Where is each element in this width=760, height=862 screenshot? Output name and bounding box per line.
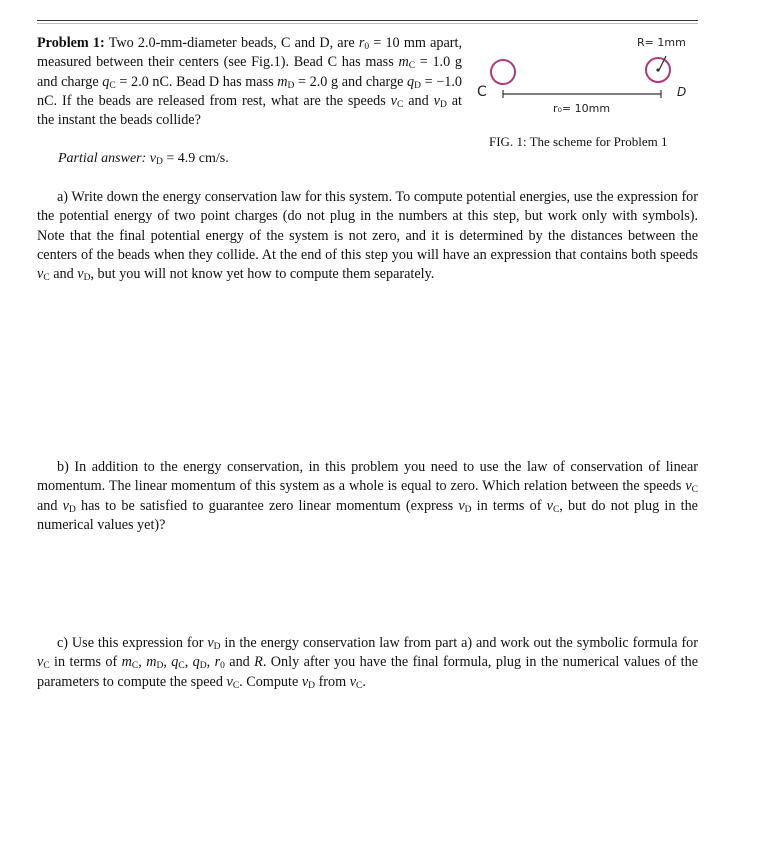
bead-diagram xyxy=(477,26,703,126)
top-rule-thin xyxy=(37,23,698,24)
figure-caption: FIG. 1: The scheme for Problem 1 xyxy=(489,134,668,149)
bead-d-center xyxy=(656,68,659,71)
bead-c-label: C xyxy=(477,84,487,100)
problem-label: Problem 1: xyxy=(37,35,105,51)
part-b-text: b) In addition to the energy conservation, in this problem you need to use the law of conservation of linear momentum. The linear momentum of this system as a whole is equal to zero. Which relation between the speeds $v_C$ and $v_D$ has to be satisfied to guarantee zero linear momentum (express $v_D$ in terms of $v_C$, but do not plug in the numerical values yet)? xyxy=(37,459,698,533)
part-c-text: c) Use this expression for $v_D$ in the energy conservation law from part a) and work out the symbolic formula for $v_C$ in terms of $m_C$, $m_D$, $q_C$, $q_D$, $r_0$ and R. Only after you have the final formula, plug in the numerical values of the parameters to compute the speed $v_C$. Compute $v_D$ from $v_C$. xyxy=(37,635,698,691)
bead-d-label: D xyxy=(677,85,687,99)
bead-c-circle xyxy=(491,60,515,84)
partial-answer: Partial answer: $v_D = 4.9$ cm/s. xyxy=(58,151,229,167)
top-rule xyxy=(37,20,698,21)
radius-label: R= 1mm xyxy=(637,36,686,49)
distance-label: r₀= 10mm xyxy=(553,102,611,115)
problem-statement: Problem 1: Two 2.0-mm-diameter beads, C and D, are $r_0 = 10$ mm apart, measured between their centers (see Fig.1). Bead C has mass $m_C = 1.0$ g and charge $q_C = 2.0$ nC. Bead D has mass $m_D = 2.0$ g and charge $q_D = -1.0$ nC. If the beads are released from rest, what are the speeds $v_C$ and $v_D$ at the instant the beads collide? xyxy=(37,35,462,129)
part-a-text: a) Write down the energy conservation law for this system. To compute potential energies, use the expression for the potential energy of two point charges (do not plug in the numbers at this step, but work only with symbols). Note that the final potential energy of the system is not zero, and it is determined by the distances between the centers of the beads when they collide. At the end of this step you will have an expression that contains both speeds $v_C$ and $v_D$, but you will not know yet how to compute them separately. xyxy=(37,189,698,284)
